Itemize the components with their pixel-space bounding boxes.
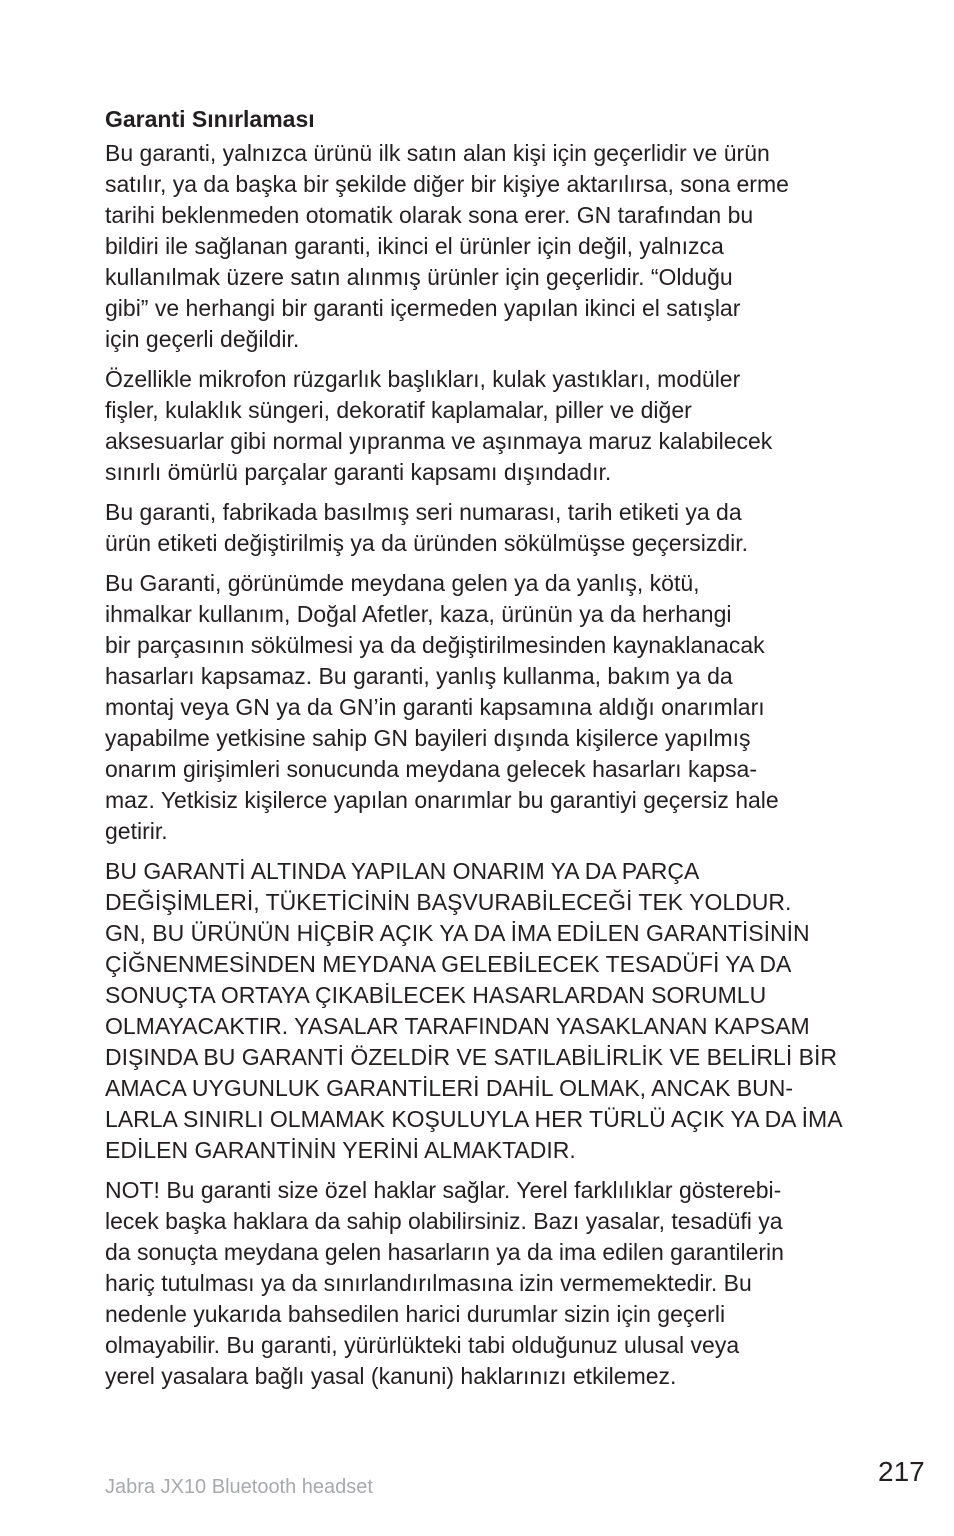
- paragraph-line: BU GARANTİ ALTINDA YAPILAN ONARIM YA DA PARÇA: [105, 858, 700, 884]
- paragraph-line: olmayabilir. Bu garanti, yürürlükteki tabi olduğunuz ulusal veya: [105, 1332, 740, 1358]
- paragraph-line: AMACA UYGUNLUK GARANTİLERİ DAHİL OLMAK, ANCAK BUN-: [105, 1075, 794, 1101]
- paragraph-line: montaj veya GN ya da GN’in garanti kapsamına aldığı onarımları: [105, 694, 765, 720]
- paragraph-line: tarihi beklenmeden otomatik olarak sona erer. GN tarafından bu: [105, 202, 754, 228]
- paragraph-line: LARLA SINIRLI OLMAMAK KOŞULUYLA HER TÜRLÜ AÇIK YA DA İMA: [105, 1106, 843, 1132]
- paragraph-line: ihmalkar kullanım, Doğal Afetler, kaza, ürünün ya da herhangi: [105, 601, 732, 627]
- paragraph-line: fişler, kulaklık süngeri, dekoratif kaplamalar, piller ve diğer: [105, 397, 692, 423]
- document-body: [105, 104, 865, 1401]
- paragraph-line: gibi” ve herhangi bir garanti içermeden yapılan ikinci el satışlar: [105, 295, 741, 321]
- paragraph-line: ürün etiketi değiştirilmiş ya da üründen sökülmüşse geçersizdir.: [105, 530, 749, 556]
- paragraph-wear-parts: [105, 364, 865, 488]
- paragraph-line: maz. Yetkisiz kişilerce yapılan onarımlar bu garantiyi geçersiz hale: [105, 787, 779, 813]
- paragraph-line: SONUÇTA ORTAYA ÇIKABİLECEK HASARLARDAN SORUMLU: [105, 982, 767, 1008]
- paragraph-line: da sonuçta meydana gelen hasarların ya da ima edilen garantilerin: [105, 1239, 784, 1265]
- paragraph-line: GN, BU ÜRÜNÜN HİÇBİR AÇIK YA DA İMA EDİLEN GARANTİSİNİN: [105, 920, 810, 946]
- paragraph-line: Bu garanti, fabrikada basılmış seri numarası, tarih etiketi ya da: [105, 499, 742, 525]
- paragraph-line: hasarları kapsamaz. Bu garanti, yanlış kullanma, bakım ya da: [105, 663, 733, 689]
- paragraph-warranty-scope: [105, 138, 865, 355]
- section-heading-text: Garanti Sınırlaması: [105, 106, 315, 132]
- section-heading: [105, 104, 865, 135]
- paragraph-line: aksesuarlar gibi normal yıpranma ve aşınmaya maruz kalabilecek: [105, 428, 773, 454]
- paragraph-line: satılır, ya da başka bir şekilde diğer bir kişiye aktarılırsa, sona erme: [105, 171, 789, 197]
- paragraph-exclusions: [105, 568, 865, 847]
- paragraph-line: için geçerli değildir.: [105, 326, 300, 352]
- paragraph-line: NOT! Bu garanti size özel haklar sağlar. Yerel farklılıklar gösterebi-: [105, 1177, 782, 1203]
- paragraph-line: bir parçasının sökülmesi ya da değiştirilmesinden kaynaklanacak: [105, 632, 765, 658]
- paragraph-note: [105, 1175, 865, 1392]
- paragraph-line: getirir.: [105, 818, 168, 844]
- paragraph-line: Özellikle mikrofon rüzgarlık başlıkları, kulak yastıkları, modüler: [105, 366, 741, 392]
- paragraph-line: yapabilme yetkisine sahip GN bayileri dışında kişilerce yapılmış: [105, 725, 751, 751]
- paragraph-line: onarım girişimleri sonucunda meydana gelecek hasarları kapsa-: [105, 756, 757, 782]
- paragraph-line: hariç tutulması ya da sınırlandırılmasına izin vermemektedir. Bu: [105, 1270, 752, 1296]
- paragraph-line: Bu garanti, yalnızca ürünü ilk satın alan kişi için geçerlidir ve ürün: [105, 140, 770, 166]
- paragraph-line: lecek başka haklara da sahip olabilirsiniz. Bazı yasalar, tesadüfi ya: [105, 1208, 783, 1234]
- paragraph-line: sınırlı ömürlü parçalar garanti kapsamı dışındadır.: [105, 459, 612, 485]
- paragraph-line: DEĞİŞİMLERİ, TÜKETİCİNİN BAŞVURABİLECEĞİ TEK YOLDUR.: [105, 889, 792, 915]
- paragraph-line: bildiri ile sağlanan garanti, ikinci el ürünler için değil, yalnızca: [105, 233, 724, 259]
- paragraph-line: yerel yasalara bağlı yasal (kanuni) haklarınızı etkilemez.: [105, 1363, 677, 1389]
- paragraph-line: kullanılmak üzere satın alınmış ürünler için geçerlidir. “Olduğu: [105, 264, 733, 290]
- paragraph-serial-number: [105, 497, 865, 559]
- paragraph-line: DIŞINDA BU GARANTİ ÖZELDİR VE SATILABİLİRLİK VE BELİRLİ BİR: [105, 1044, 837, 1070]
- footer-product-title: Jabra JX10 Bluetooth headset: [105, 1476, 373, 1498]
- paragraph-line: OLMAYACAKTIR. YASALAR TARAFINDAN YASAKLANAN KAPSAM: [105, 1013, 810, 1039]
- paragraph-line: Bu Garanti, görünümde meydana gelen ya da yanlış, kötü,: [105, 570, 700, 596]
- paragraph-line: nedenle yukarıda bahsedilen harici durumlar sizin için geçerli: [105, 1301, 726, 1327]
- paragraph-line: EDİLEN GARANTİNİN YERİNİ ALMAKTADIR.: [105, 1137, 576, 1163]
- paragraph-line: ÇİĞNENMESİNDEN MEYDANA GELEBİLECEK TESADÜFİ YA DA: [105, 951, 792, 977]
- page-number: 217: [878, 1456, 925, 1487]
- paragraph-legal-uppercase: [105, 856, 865, 1166]
